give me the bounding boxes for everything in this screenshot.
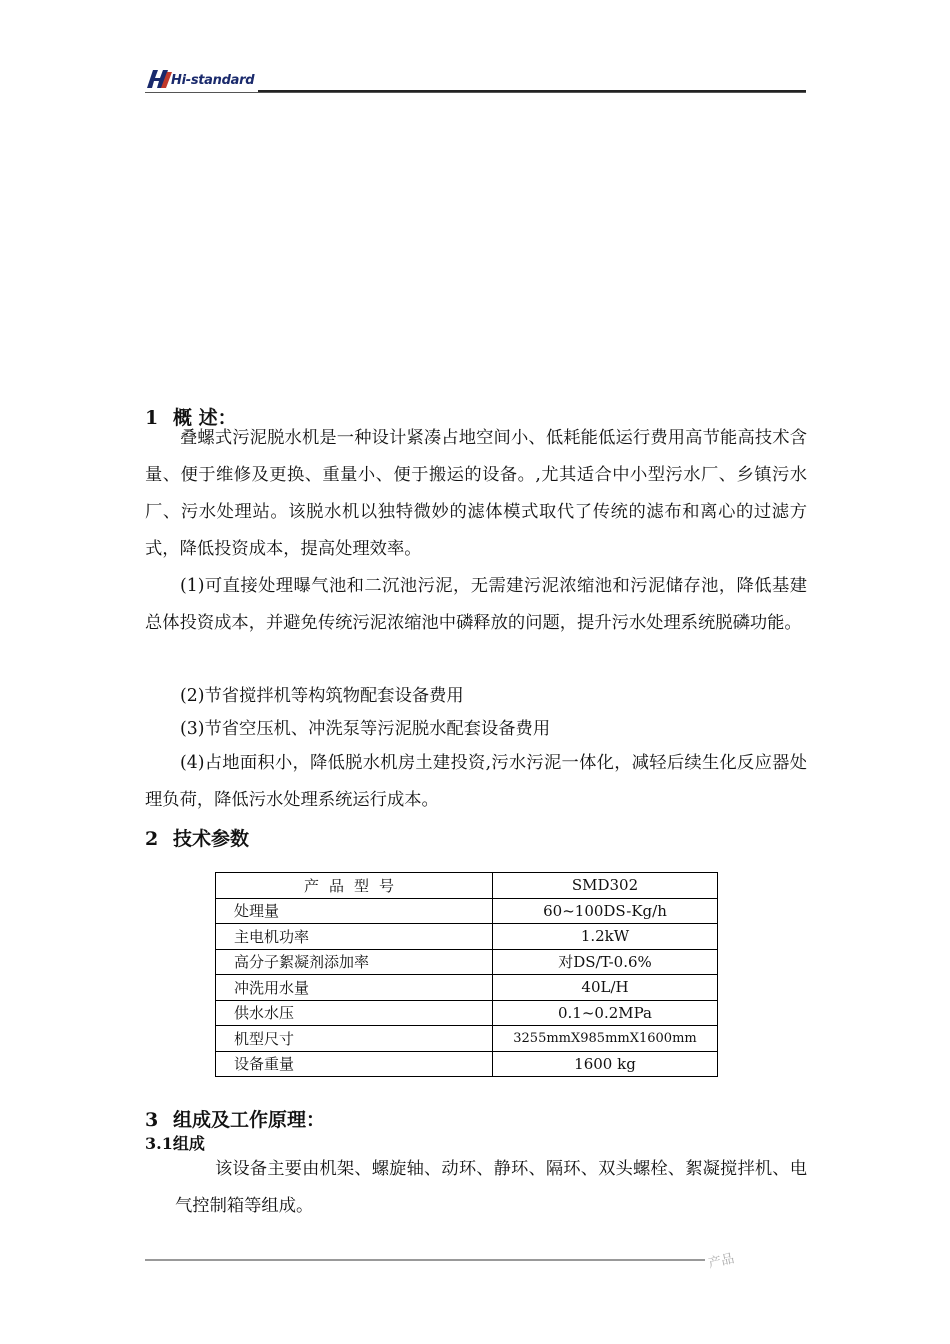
- section-1-intro: 叠螺式污泥脱水机是一种设计紧凑占地空间小、低耗能低运行费用高节能高技术含量、便于维修及更换、重量小、便于搬运的设备。,尤其适合中小型污水厂、乡镇污水厂、污水处理站。该脱水机以独特微妙的滤体模式取代了传统的滤布和离心的过滤方式，降低投资成本，提高处理效率。: [145, 428, 807, 559]
- table-row: [216, 1051, 718, 1077]
- spec-table: [215, 872, 718, 1077]
- spec-header-value: SMD302: [493, 873, 718, 899]
- spec-value: 40L/H: [493, 975, 718, 1001]
- spec-value: 0.1~0.2MPa: [493, 1000, 718, 1026]
- spec-header-label: 产品型号: [216, 873, 493, 899]
- spec-value: 1600 kg: [493, 1051, 718, 1077]
- spec-label: 冲洗用水量: [216, 975, 493, 1001]
- section-1-title: 概 述：: [173, 407, 237, 429]
- section-3-number: 3: [145, 1109, 159, 1131]
- spec-label: 主电机功率: [216, 924, 493, 950]
- spec-value: 60~100DS-Kg/h: [493, 898, 718, 924]
- section-1-item-3: (3)节省空压机、冲洗泵等污泥脱水配套设备费用: [180, 719, 551, 739]
- section-2-title: 技术参数: [173, 828, 250, 850]
- table-row: [216, 1000, 718, 1026]
- section-3-heading: [145, 1105, 325, 1132]
- logo-mark-icon: [145, 68, 173, 90]
- spec-label: 处理量: [216, 898, 493, 924]
- spec-label: 设备重量: [216, 1051, 493, 1077]
- table-row: [216, 949, 718, 975]
- spec-value: 1.2kW: [493, 924, 718, 950]
- spec-table-header-row: [216, 873, 718, 899]
- section-3-1-heading: 3.1组成: [145, 1134, 205, 1153]
- spec-label: 机型尺寸: [216, 1026, 493, 1052]
- table-row: [216, 898, 718, 924]
- section-2-heading: [145, 824, 249, 851]
- section-3-title: 组成及工作原理：: [173, 1109, 326, 1131]
- spec-label: 供水水压: [216, 1000, 493, 1026]
- footer-mark: 产品: [707, 1251, 736, 1272]
- logo-text: Hi-standard: [171, 73, 255, 88]
- company-logo: [145, 68, 260, 92]
- section-2-number: 2: [145, 828, 159, 850]
- table-row: [216, 975, 718, 1001]
- section-1-item-2: (2)节省搅拌机等构筑物配套设备费用: [180, 686, 464, 706]
- section-1-item-1: (1)可直接处理曝气池和二沉池污泥，无需建污泥浓缩池和污泥储存池，降低基建总体投资成本，并避免传统污泥浓缩池中磷释放的问题，提升污水处理系统脱磷功能。: [145, 576, 807, 633]
- footer-rule: [145, 1259, 705, 1261]
- spec-value: 3255mmX985mmX1600mm: [493, 1026, 718, 1052]
- section-3-1-text: 该设备主要由机架、螺旋轴、动环、静环、隔环、双头螺栓、絮凝搅拌机、电气控制箱等组成。: [175, 1159, 807, 1216]
- spec-value: 对DS/T-0.6%: [493, 949, 718, 975]
- section-1-item-4: (4)占地面积小，降低脱水机房土建投资,污水污泥一体化，减轻后续生化反应器处理负荷，降低污水处理系统运行成本。: [145, 753, 807, 810]
- table-row: [216, 1026, 718, 1052]
- header-rule-thin: [145, 92, 806, 93]
- spec-label: 高分子絮凝剂添加率: [216, 949, 493, 975]
- table-row: [216, 924, 718, 950]
- section-1-number: 1: [145, 407, 159, 429]
